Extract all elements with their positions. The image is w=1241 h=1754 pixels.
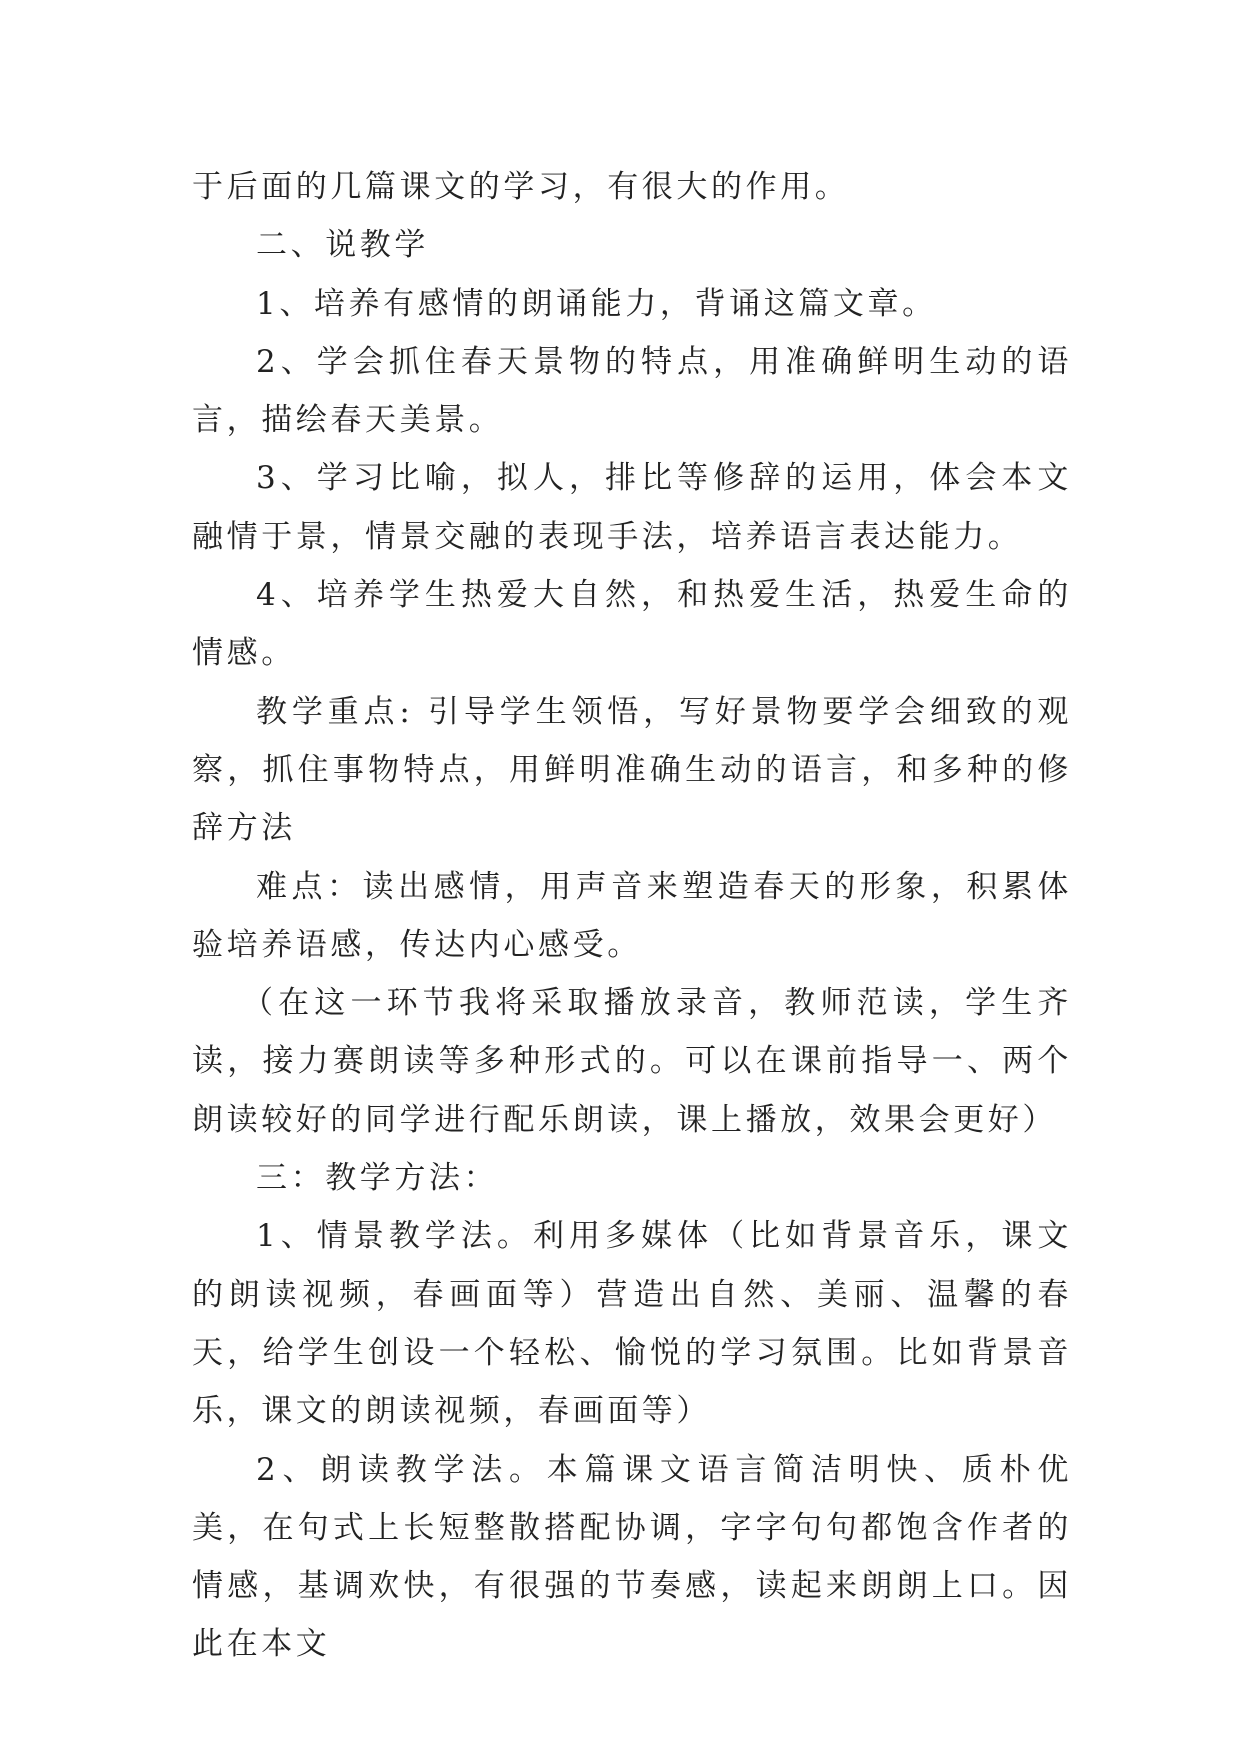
teaching-difficulty: 难点：读出感情，用声音来塑造春天的形象，积累体验培养语感，传达内心感受。 <box>192 868 1072 963</box>
objective-3: 3、学习比喻，拟人，排比等修辞的运用，体会本文融情于景，情景交融的表现手法，培养语言表达能力。 <box>192 460 1072 555</box>
method-2: 2、朗读教学法。本篇课文语言简洁明快、质朴优美，在句式上长短整散搭配协调，字字句句都饱含作者的情感，基调欢快，有很强的节奏感，读起来朗朗上口。因此在本文 <box>192 1451 1072 1663</box>
method-1: 1、情景教学法。利用多媒体（比如背景音乐，课文的朗读视频，春画面等）营造出自然、美丽、温馨的春天，给学生创设一个轻松、愉悦的学习氛围。比如背景音乐，课文的朗读视频，春画面等） <box>192 1218 1072 1430</box>
paragraph-continuation: 于后面的几篇课文的学习，有很大的作用。 <box>192 169 850 205</box>
section-heading-teaching: 二、说教学 <box>256 227 429 264</box>
section-heading-methods: 三：教学方法： <box>256 1160 499 1197</box>
document-body <box>192 158 1072 1674</box>
teaching-focus: 教学重点: 引导学生领悟，写好景物要学会细致的观察，抓住事物特点，用鲜明准确生动的语言，和多种的修辞方法 <box>192 693 1072 847</box>
objective-4: 4、培养学生热爱大自然，和热爱生活，热爱生命的情感。 <box>192 577 1072 672</box>
objective-1: 1、培养有感情的朗诵能力，背诵这篇文章。 <box>256 285 937 322</box>
objective-2: 2、学会抓住春天景物的特点，用准确鲜明生动的语言，描绘春天美景。 <box>192 343 1072 439</box>
teaching-note: （在这一环节我将采取播放录音，教师范读，学生齐读，接力赛朗读等多种形式的。可以在课前指导一、两个朗读较好的同学进行配乐朗读，课上播放，效果会更好） <box>192 985 1072 1138</box>
